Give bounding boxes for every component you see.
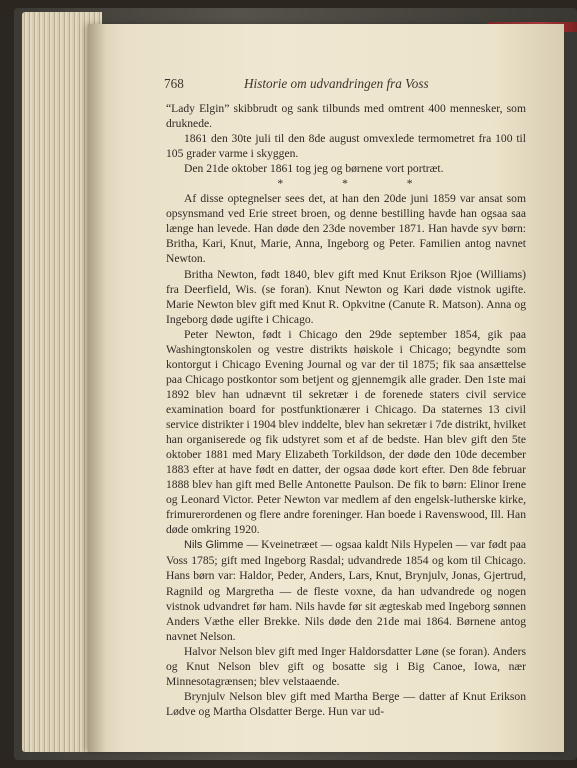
paragraph — [166, 537, 526, 643]
paragraph: Brynjulv Nelson blev gift med Martha Berge — datter af Knut Erikson Lødve og Martha Olsdatter Berge. Hun var ud- — [166, 689, 526, 718]
section-separator — [166, 176, 526, 191]
entry-name: Nils Glimme — [184, 539, 244, 552]
paragraph: Af disse optegnelser sees det, at han den 20de juni 1859 var ansat som opsynsmand ved Erie street broen, og denne bestilling havde han ogsaa saa længe han levede. Han døde den 23de november 1871. Han havde syv børn: Britha, Kari, Knut, Marie, Anna, Ingeborg og Peter. Familien antog navnet Newton. — [166, 192, 526, 266]
page-number: 768 — [164, 76, 184, 91]
page-text — [166, 101, 526, 719]
page-header — [164, 76, 524, 94]
paragraph: 1861 den 30te juli til den 8de august omvexlede termometret fra 100 til 105 grader varme i skyggen. — [166, 132, 526, 161]
paragraph: “Lady Elgin” skibbrudt og sank tilbunds med omtrent 400 mennesker, som druknede. — [166, 102, 526, 131]
entry-text: — Kveinetræet — ogsaa kaldt Nils Hypelen — var født paa Voss 1785; gift med Ingeborg Rasdal; udvandrede 1854 og kom til Chicago. Hans børn var: Haldor, Peder, Anders, Lars, Knut, Brynjulv, Jonas, Gjertrud, Ragnild og Margretha — de fleste voxne, da han udvandrede og nogen vistnok udvandret før ham. Nils havde før sit ægteskab med Ingeborg sønnen Anders Væthe eller Brekke. Nils døde den 21de mai 1864. Børnene antog navnet Nelson. — [166, 538, 527, 643]
page-gutter-shadow — [88, 24, 106, 752]
paragraph: Halvor Nelson blev gift med Inger Haldorsdatter Løne (se foran). Anders og Knut Nelson blev gift og bosatte sig i Big Canoe, Iowa, nær Minnesotagrænsen; blev velstaaende. — [166, 644, 526, 688]
paragraph: Peter Newton, født i Chicago den 29de september 1854, gik paa Washingtonskolen og vestre distrikts høiskole i Chicago; begyndte som kontorgut i Chicago Evening Journal og var der til 1875; fik saa ansættelse paa Chicago postkontor som betjent og gjennemgik alle grader. Den 1ste mai 1892 blev han udnævnt til sekretær i de forenede staters civil service examination board for postfunktionærer i Chicago. Da staternes 13 civil service distrikter i 1904 blev inddelte, blev han sekretær i 7de distrikt, hvilket han organiserede og fik udstyret som et af de bedste. Han blev gift den 5te oktober 1881 med Mary Elizabeth Torkildson, der døde den 10de december 1883 efter at have født en datter, der ogsaa døde kort efter. Den 8de februar 1888 blev han gift med Belle Antonette Paulson. De fik to børn: Elinor Irene og Leonard Victor. Peter Newton var medlem af den engelsk-lutherske kirke, frimurerordenen og flere andre foreninger. Han boede i Ravenswood, Ill. Han døde omkring 1920. — [166, 327, 526, 537]
separator-star: * — [406, 177, 415, 191]
paragraph: Britha Newton, født 1840, blev gift med Knut Erikson Rjoe (Williams) fra Deerfield, Wis. (se foran). Knut Newton og Kari døde vistnok ugifte. Marie Newton blev gift med Knut R. Opkvitne (Canute R. Matson). Anna og Ingeborg døde ugifte i Chicago. — [166, 267, 526, 326]
paragraph: Den 21de oktober 1861 tog jeg og børnene vort portræt. — [184, 162, 444, 176]
separator-star: * — [342, 177, 350, 191]
separator-star: * — [277, 177, 286, 191]
running-title: Historie om udvandringen fra Voss — [244, 76, 429, 91]
